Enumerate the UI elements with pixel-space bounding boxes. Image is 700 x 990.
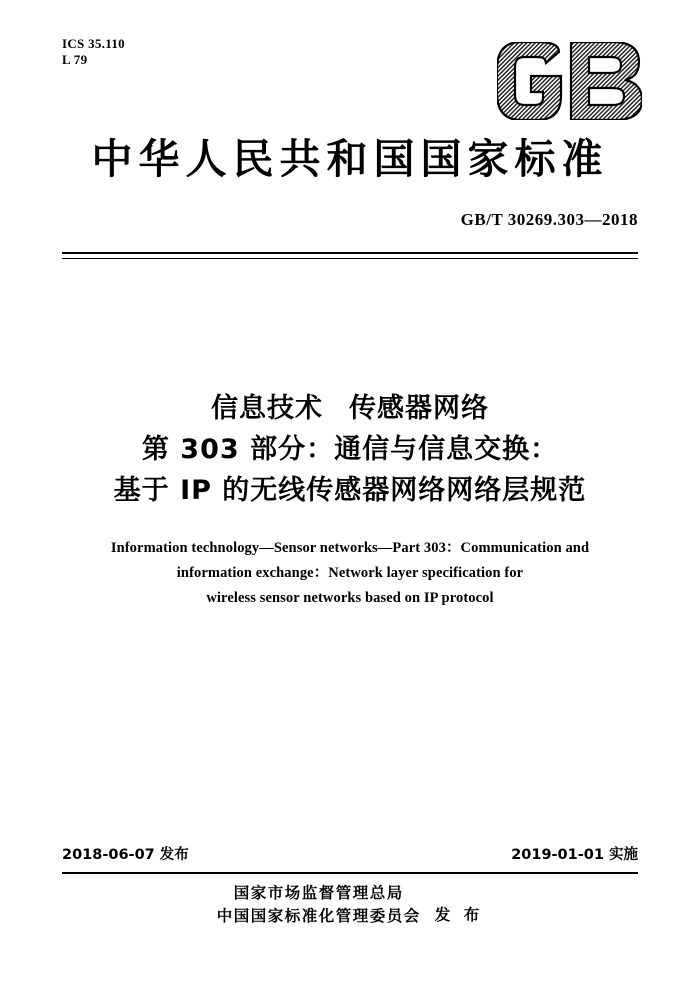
national-standard-title: 中华人民共和国国家标准 xyxy=(91,135,609,183)
chinese-title-line-1a: 信息技术 xyxy=(211,393,323,424)
chinese-title-line-3: 基于 IP 的无线传感器网络网络层规范 xyxy=(113,475,587,506)
english-title-line-1: Information technology—Sensor networks—Part 303：Communication and xyxy=(110,540,590,556)
divider-rule-dates xyxy=(62,872,638,874)
dates-row xyxy=(62,843,638,864)
divider-rule-thick xyxy=(62,252,638,254)
english-title-line-3: wireless sensor networks based on IP protocol xyxy=(206,590,494,606)
document-english-title xyxy=(0,536,700,611)
ics-classification-block xyxy=(62,36,125,69)
issuing-organizations xyxy=(0,882,700,928)
english-title-line-2: information exchange：Network layer specification for xyxy=(176,565,524,581)
ics-code: ICS 35.110 xyxy=(62,36,125,51)
ics-class-code: L 79 xyxy=(62,52,88,68)
chinese-title-line-2: 第 303 部分：通信与信息交换： xyxy=(141,434,559,465)
issue-date: 2018-06-07 发布 xyxy=(62,847,189,863)
standard-number: GB/T 30269.303—2018 xyxy=(460,210,638,229)
effective-date: 2019-01-01 实施 xyxy=(511,847,638,863)
publish-label: 发 布 xyxy=(434,906,484,924)
issuer-names xyxy=(217,882,421,928)
issuer-org-2: 中国国家标准化管理委员会 xyxy=(216,907,421,925)
chinese-title-line-1b: 传感器网络 xyxy=(349,393,489,424)
document-chinese-title xyxy=(0,388,700,511)
issuer-org-1: 国家市场监督管理总局 xyxy=(233,884,404,902)
chinese-title-line-1 xyxy=(0,388,700,429)
divider-rule-thin xyxy=(62,258,638,259)
gb-logo-icon xyxy=(497,42,642,120)
